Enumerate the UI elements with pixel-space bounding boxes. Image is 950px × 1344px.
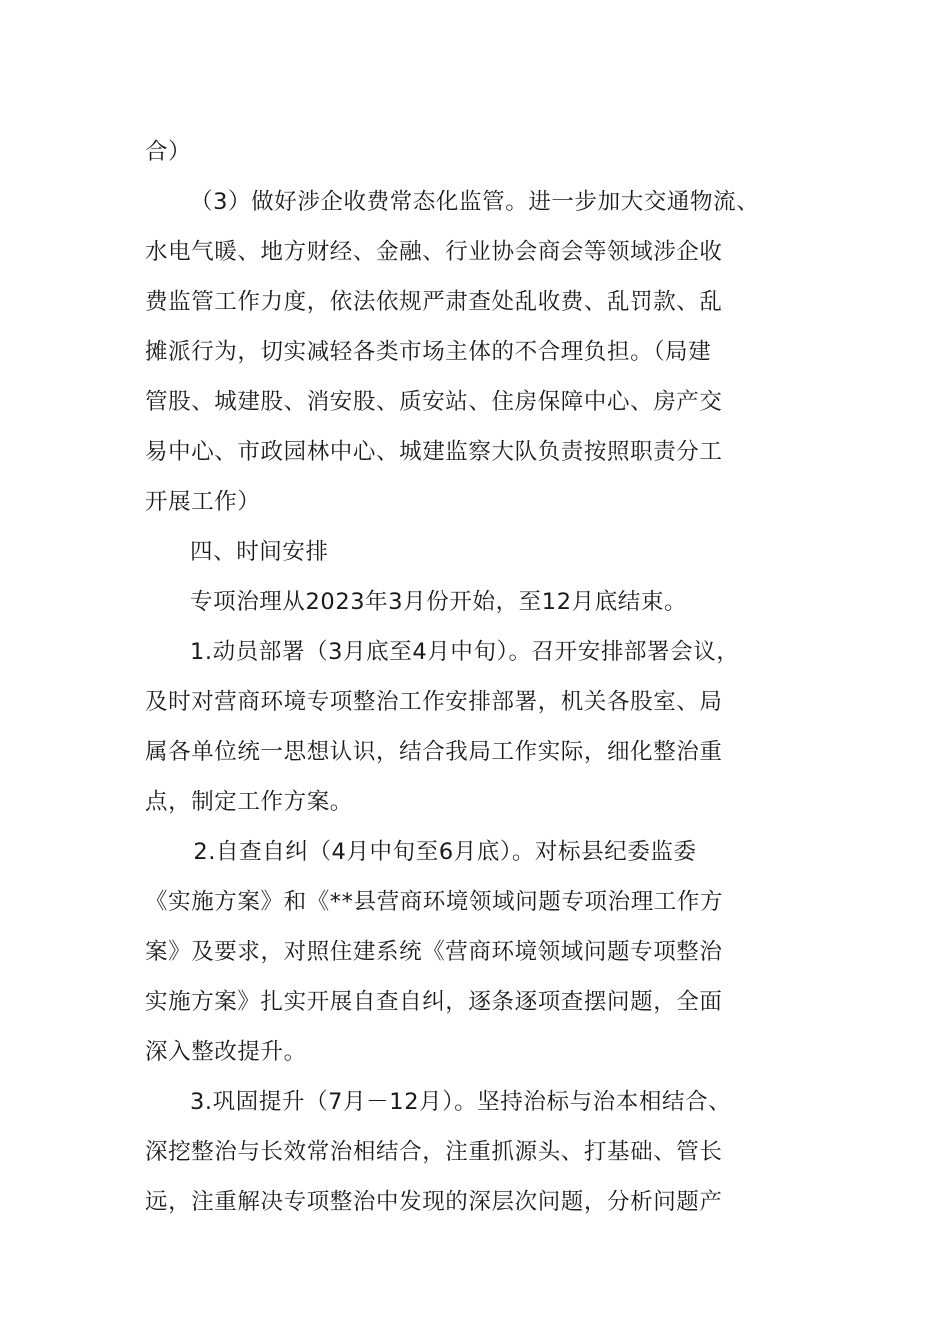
paragraph-schedule-overview: 专项治理从2023年3月份开始，至12月底结束。: [190, 589, 688, 615]
paragraph-mobilization: 1.动员部署（3月底至4月中旬）。召开安排部署会议， 及时对营商环境专项整治工作安排部署，机关各股室、局 属各单位统一思想认识，结合我局工作实际，细化整治重 点，制定工作方案。: [145, 639, 740, 815]
paragraph-self-inspection: 2.自查自纠（4月中旬至6月底）。对标县纪委监委 《实施方案》和《**县营商环境领域问题专项治理工作方 案》及要求，对照住建系统《营商环境领域问题专项整治 实施方案》扎实开展自查自纠，逐条逐项查摆问题，全面 深入整改提升。: [145, 839, 724, 1065]
paragraph-consolidation: 3.巩固提升（7月－12月）。坚持治标与治本相结合、 深挖整治与长效常治相结合，注重抓源头、打基础、管长 远，注重解决专项整治中发现的深层次问题，分析问题产: [145, 1089, 732, 1215]
paragraph-continuation: 合）: [145, 139, 192, 165]
section-heading-schedule: 四、时间安排: [190, 539, 329, 565]
paragraph-fee-supervision: （3）做好涉企收费常态化监管。进一步加大交通物流、 水电气暖、地方财经、金融、行业协会商会等领域涉企收 费监管工作力度，依法依规严肃查处乱收费、乱罚款、乱 摊派行为，切实减轻各类市场主体的不合理负担。（局建 管股、城建股、消安股、质安站、住房保障中心、房产交 易中心、市政园林中心、城建监察大队负责按照职责分工 开展工作）: [145, 189, 760, 515]
document-body: [145, 127, 810, 1227]
